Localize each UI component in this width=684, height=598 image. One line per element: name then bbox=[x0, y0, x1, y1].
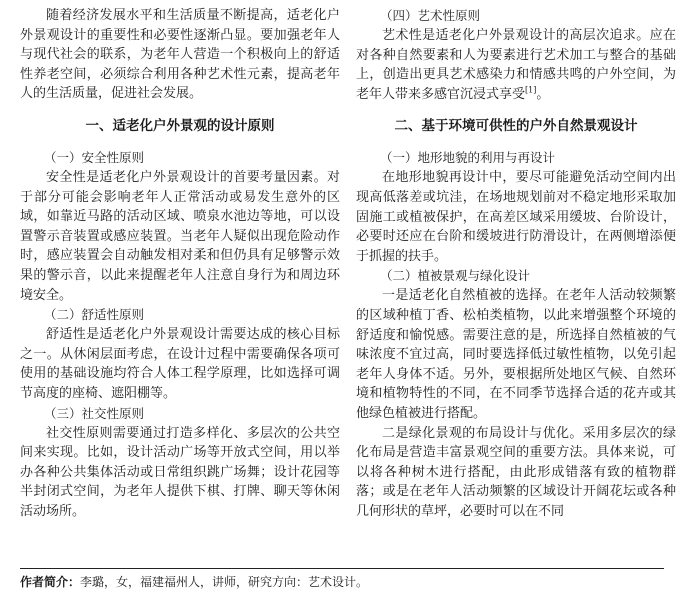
comfort-principle-heading: （二）舒适性原则 bbox=[44, 308, 145, 323]
safety-principle-paragraph: 安全性是适老化户外景观设计的首要考量因素。对于部分可能会影响老年人正常活动或易发生意外的区域，如靠近马路的活动区域、喷泉水池边等地，可以设置警示音装置或感应装置。当老年人疑似出现危险动作时，感应装置会自动触发相对柔和但仍具有足够警示效果的警示音，以此来提醒老年人注意自身行为和周边环境安全。 bbox=[20, 169, 340, 303]
vegetation-paragraph-2: 二是绿化景观的布局设计与优化。采用多层次的绿化布局是营造丰富景观空间的重要方法。具体来说，可以将各种树木进行搭配，由此形成错落有致的植物群落；或是在老年人活动频繁的区域设计开阔花坛或各种几何形状的草坪，必要时可以在不同 bbox=[356, 425, 676, 519]
intro-paragraph: 随着经济发展水平和生活质量不断提高，适老化户外景观设计的重要性和必要性逐渐凸显。要加强老年人与现代社会的联系，为老年人营造一个积极向上的舒适性养老空间，必须综合利用各种艺术性元素，提高老年人的生活质量，促进社会发展。 bbox=[20, 8, 340, 102]
author-footnote-label: 作者简介： bbox=[20, 575, 81, 589]
social-principle-paragraph: 社交性原则需要通过打造多样化、多层次的公共空间来实现。比如，设计活动广场等开放式空间，用以举办各种公共集体活动或日常组织跳广场舞；设计花园等半封闭式空间，为老年人提供下棋、打牌、聊天等休闲活动场所。 bbox=[20, 425, 340, 519]
vegetation-paragraph-1: 一是适老化自然植被的选择。在老年人活动较频繁的区域种植丁香、松柏类植物，以此来增强整个环境的舒适度和愉悦感。需要注意的是，所选择自然植被的气味浓度不宜过高，同时要选择低过敏性植物，以免引起老年人身体不适。另外，要根据所处地区气候、自然环境和植物特性的不同，在不同季节选择合适的花卉或其他绿色植被进行搭配。 bbox=[356, 288, 676, 421]
artistic-principle-paragraph bbox=[356, 26, 676, 104]
comfort-principle-paragraph: 舒适性是适老化户外景观设计需要达成的核心目标之一。从休闲层面考虑，在设计过程中需要确保各项可使用的基础设施均符合人体工程学原理，比如选择可调节高度的座椅、遮阳棚等。 bbox=[20, 327, 340, 401]
artistic-principle-text: 艺术性是适老化户外景观设计的高层次追求。应在对各种自然要素和人为要素进行艺术加工与整合的基础上，创造出更具艺术感染力和情感共鸣的户外空间，为老年人带来多感官沉浸式享受 bbox=[356, 28, 676, 102]
author-footnote bbox=[20, 573, 368, 591]
artistic-principle-end: 。 bbox=[536, 86, 550, 102]
author-footnote-text: 李璐，女，福建福州人，讲师，研究方向：艺术设计。 bbox=[80, 575, 369, 589]
section-2-heading: 二、基于环境可供性的户外自然景观设计 bbox=[394, 118, 638, 135]
safety-principle-heading: （一）安全性原则 bbox=[44, 150, 145, 165]
artistic-principle-heading: （四）艺术性原则 bbox=[380, 9, 481, 23]
terrain-paragraph: 在地形地貌再设计中，要尽可能避免活动空间内出现高低落差或坑洼，在场地规划前对不稳定地形采取加固施工或植被保护，在高差区域采用缓坡、台阶设计，必要时还应在台阶和缓坡进行防滑设计，在两侧增添便于抓握的扶手。 bbox=[356, 170, 676, 264]
vegetation-heading: （二）植被景观与绿化设计 bbox=[380, 269, 531, 284]
left-column bbox=[20, 6, 340, 521]
citation-ref: [1] bbox=[525, 85, 537, 95]
right-column bbox=[356, 6, 676, 521]
footnote-divider bbox=[20, 568, 664, 569]
social-principle-heading: （三）社交性原则 bbox=[44, 406, 145, 421]
terrain-heading: （一）地形地貌的利用与再设计 bbox=[380, 151, 556, 166]
section-1-heading: 一、适老化户外景观的设计原则 bbox=[85, 117, 275, 134]
